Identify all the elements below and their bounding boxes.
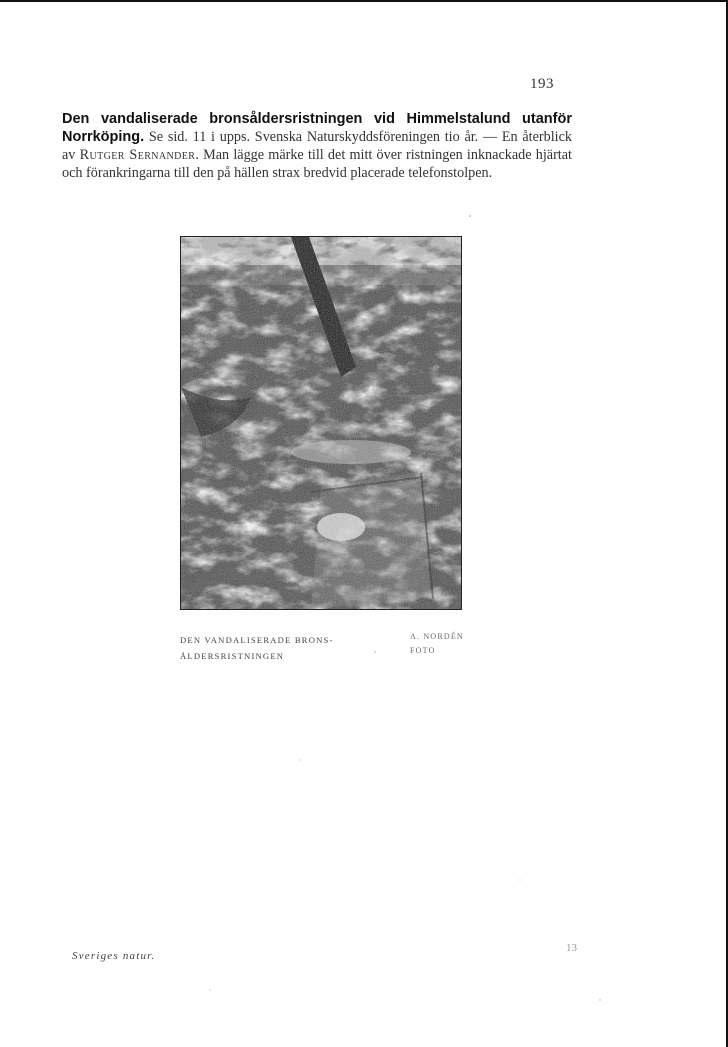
description-text-2: . Man lägge märke till det mitt över ristningen inknackade hjärtat och förankringarna till den på hällen strax bredvid placerade telefonstolpen. — [62, 147, 572, 181]
photo-credit-line-2: FOTO — [410, 646, 436, 655]
author-name: Rutger Sernander — [79, 147, 196, 163]
footer-journal-name: Sveriges natur. — [72, 950, 156, 962]
photo-credit-line-1: A. NORDÉN — [410, 632, 464, 641]
description-text-1: Se sid. 11 i upps. Svenska Naturskyddsföreningen tio år. — En återblick av — [62, 129, 572, 163]
footer-signature-mark: 13 — [566, 942, 577, 954]
photo-caption-line-1: DEN VANDALISERADE BRONS- — [180, 635, 334, 645]
photo-caption-line-2: ÅLDERSRISTNINGEN — [180, 651, 285, 661]
figure-title: Den vandaliserade bronsåldersristningen vid Himmelstalund utanför Norrköping. — [62, 111, 572, 145]
page-number: 193 — [530, 76, 554, 92]
